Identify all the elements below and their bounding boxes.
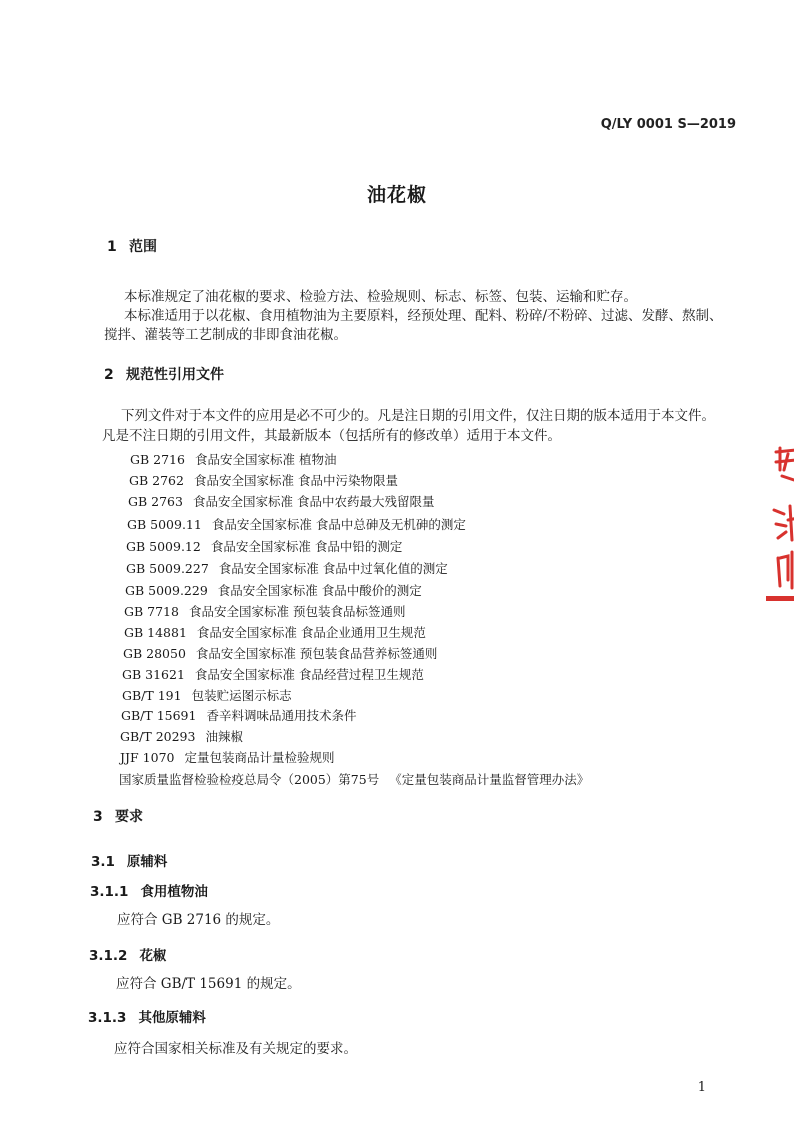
ref-title: 食品安全国家标准 食品中农药最大残留限量: [192, 494, 435, 509]
section-title: 食用植物油: [140, 884, 208, 900]
ref-code: GB/T 191: [122, 688, 182, 703]
section-number: 3.1: [91, 854, 115, 870]
ref-item: [126, 559, 448, 578]
ref-item: [122, 686, 292, 705]
ref-title: 食品安全国家标准 食品中过氧化值的测定: [218, 561, 448, 576]
subsection-3-1-3-text: 应符合国家相关标准及有关规定的要求。: [114, 1041, 357, 1057]
ref-code: GB 5009.229: [125, 583, 208, 598]
section-2-para-1: 下列文件对于本文件的应用是必不可少的。凡是注日期的引用文件，仅注日期的版本适用于本文件。: [121, 408, 715, 424]
ref-title: 《定量包装商品计量监督管理办法》: [389, 772, 590, 787]
ref-code: GB/T 20293: [120, 729, 196, 744]
ref-code: GB 31621: [122, 667, 185, 682]
ref-item: [121, 706, 356, 725]
section-number: 3.1.1: [90, 884, 129, 900]
ref-item: [126, 537, 402, 556]
ref-item: [124, 623, 426, 642]
ref-item: [130, 450, 336, 469]
section-number: 3.1.2: [89, 948, 128, 964]
section-1-para-2: 本标准适用于以花椒、食用植物油为主要原料，经预处理、配料、粉碎/不粉碎、过滤、发酵、熬制、: [124, 308, 723, 324]
subsection-3-1-1-text: 应符合 GB 2716 的规定。: [117, 912, 280, 928]
subsection-3-1-1-heading: [90, 880, 208, 900]
section-title: 其他原辅料: [138, 1010, 206, 1026]
ref-code: JJF 1070: [120, 750, 175, 765]
ref-item: [124, 602, 405, 621]
ref-item: [125, 581, 422, 600]
ref-item: [128, 492, 434, 511]
ref-title: 食品安全国家标准 食品中污染物限量: [193, 473, 398, 488]
section-title: 花椒: [139, 948, 167, 964]
ref-item: [119, 770, 589, 789]
section-1-para-2-cont: 搅拌、灌装等工艺制成的非即食油花椒。: [104, 327, 347, 343]
ref-item: [122, 665, 424, 684]
ref-code: GB 5009.11: [127, 517, 202, 532]
ref-item: [120, 727, 243, 746]
section-2-heading: [104, 364, 224, 384]
document-title: 油花椒: [366, 184, 427, 206]
ref-title: 食品安全国家标准 食品企业通用卫生规范: [196, 625, 426, 640]
subsection-3-1-2-heading: [89, 944, 166, 964]
section-3-heading: [93, 806, 143, 826]
subsection-3-1-heading: [91, 850, 167, 870]
ref-title: 定量包装商品计量检验规则: [184, 750, 335, 765]
ref-title: 食品安全国家标准 食品中酸价的测定: [217, 583, 422, 598]
ref-code: GB 2762: [129, 473, 184, 488]
ref-code: GB 7718: [124, 604, 179, 619]
section-number: 1: [107, 239, 117, 255]
section-1-heading: [107, 236, 157, 256]
ref-title: 食品安全国家标准 食品中铅的测定: [210, 539, 403, 554]
ref-title: 食品安全国家标准 食品经营过程卫生规范: [194, 667, 424, 682]
ref-code: GB/T 15691: [121, 708, 197, 723]
ref-code: 国家质量监督检验检疫总局令（2005）第75号: [119, 772, 380, 787]
ref-code: GB 2716: [130, 452, 185, 467]
ref-item: [120, 748, 335, 767]
ref-title: 食品安全国家标准 预包装食品营养标签通则: [195, 646, 438, 661]
ref-code: GB 14881: [124, 625, 187, 640]
section-number: 3: [93, 809, 103, 825]
ref-title: 油辣椒: [205, 729, 243, 744]
ref-code: GB 5009.12: [126, 539, 201, 554]
section-1-para-1: 本标准规定了油花椒的要求、检验方法、检验规则、标志、标签、包装、运输和贮存。: [124, 289, 637, 305]
subsection-3-1-3-heading: [88, 1006, 206, 1026]
section-title: 规范性引用文件: [126, 367, 224, 383]
ref-code: GB 2763: [128, 494, 183, 509]
ref-code: GB 28050: [123, 646, 186, 661]
seal-stamp-fragment: [762, 440, 794, 610]
page-number: 1: [697, 1080, 706, 1095]
section-number: 3.1.3: [88, 1010, 127, 1026]
ref-code: GB 5009.227: [126, 561, 209, 576]
ref-item: [129, 471, 398, 490]
standard-code: Q/LY 0001 S—2019: [600, 117, 736, 132]
section-title: 要求: [115, 809, 143, 825]
ref-title: 香辛料调味品通用技术条件: [206, 708, 357, 723]
ref-item: [123, 644, 437, 663]
subsection-3-1-2-text: 应符合 GB/T 15691 的规定。: [116, 976, 301, 992]
section-2-para-2: 凡是不注日期的引用文件，其最新版本（包括所有的修改单）适用于本文件。: [102, 428, 561, 444]
ref-title: 食品安全国家标准 食品中总砷及无机砷的测定: [211, 517, 466, 532]
ref-title: 包装贮运图示标志: [191, 688, 292, 703]
ref-title: 食品安全国家标准 预包装食品标签通则: [188, 604, 406, 619]
section-number: 2: [104, 367, 114, 383]
section-title: 原辅料: [126, 854, 168, 870]
ref-title: 食品安全国家标准 植物油: [194, 452, 337, 467]
ref-item: [127, 515, 466, 534]
section-title: 范围: [129, 239, 157, 255]
